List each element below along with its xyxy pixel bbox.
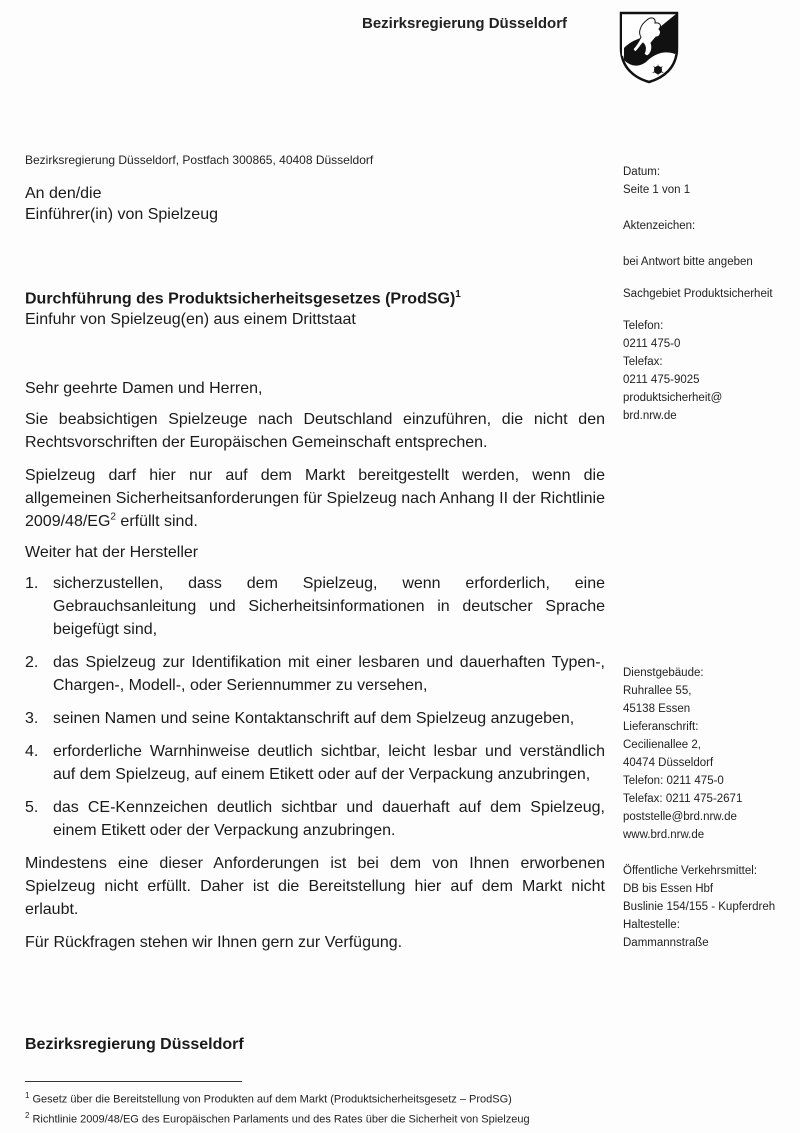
recipient-line-2: Einführer(in) von Spielzeug [25,206,218,223]
fax-number: 0211 475-9025 [623,374,700,386]
list-item [25,651,605,697]
page-info: Seite 1 von 1 [623,184,691,196]
footnote-1 [25,1088,530,1108]
footnote-number: 1 [25,1091,30,1100]
header-org-name: Bezirksregierung Düsseldorf [362,15,568,32]
datum-label: Datum: [623,166,661,178]
list-item-number: 2. [25,654,39,671]
paragraph-2 [25,464,605,533]
stop-name: Dammannstraße [623,937,709,949]
subject-title-text: Durchführung des Produktsicherheitsgesetzes (ProdSG) [25,290,456,308]
transport-bus: Buslinie 154/155 - Kupferdreh [623,901,776,913]
footnote-text: Richtlinie 2009/48/EG des Europäischen Parlaments und des Rates über die Sicherheit von Spielzeug [32,1113,530,1126]
building-city: 45138 Essen [623,703,691,715]
nrw-coat-of-arms-icon [618,10,680,84]
phone-label: Telefon: [623,320,664,332]
stop-label: Haltestelle: [623,919,680,931]
list-item-number: 1. [25,575,39,592]
email-line-1: produktsicherheit@ [623,392,723,404]
list-item-text: das CE-Kennzeichen deutlich sichtbar und dauerhaft auf dem Spielzeug, einem Etikett oder der Verpackung anzubringen. [53,799,605,839]
delivery-city: 40474 Düsseldorf [623,757,714,769]
list-intro: Weiter hat der Hersteller [25,544,199,561]
footnote-divider [25,1081,242,1082]
recipient-line-1: An den/die [25,185,102,202]
list-item-number: 4. [25,743,39,760]
list-item [25,572,605,641]
office-phone: Telefon: 0211 475-0 [623,775,724,787]
list-item-number: 5. [25,799,39,816]
building-street: Ruhrallee 55, [623,685,692,697]
list-item [25,796,605,842]
list-item-number: 3. [25,710,39,727]
aktenzeichen-label: Aktenzeichen: [623,220,696,232]
reply-note: bei Antwort bitte angeben [623,256,753,268]
fax-label: Telefax: [623,356,663,368]
phone-number: 0211 475-0 [623,338,681,350]
subject-subtitle: Einfuhr von Spielzeug(en) aus einem Drittstaat [25,311,356,329]
footnote-2 [25,1108,530,1128]
letter-body [25,377,605,954]
office-web: www.brd.nrw.de [623,829,705,841]
list-item-text: das Spielzeug zur Identifikation mit einer lesbaren und dauerhaften Typen-, Chargen-, Modell-, oder Seriennummer zu versehen, [53,654,605,694]
footnotes [25,1088,530,1127]
footnote-text: Gesetz über die Bereitstellung von Produkten auf dem Markt (Produktsicherheitsgesetz – ProdSG) [32,1093,512,1106]
transport-label: Öffentliche Verkehrsmittel: [623,865,758,877]
footnote-ref-2: 2 [110,511,116,523]
salutation: Sehr geehrte Damen und Herren, [25,380,263,397]
list-item [25,740,605,786]
office-email: poststelle@brd.nrw.de [623,811,737,823]
email-line-2: brd.nrw.de [623,410,677,422]
list-item-text: sicherzustellen, dass dem Spielzeug, wenn erforderlich, eine Gebrauchsanleitung und Sicherheitsinformationen in deutscher Sprache beigefügt sind, [53,575,605,638]
paragraph-3: Mindestens eine dieser Anforderungen ist bei dem von Ihnen erworbenen Spielzeug nicht erfüllt. Daher ist die Bereitstellung hier auf dem Markt nicht erlaubt. [25,855,605,918]
sender-address-line: Bezirksregierung Düsseldorf, Postfach 300865, 40408 Düsseldorf [25,153,374,167]
sidebar-reference-info [623,163,773,425]
delivery-label: Lieferanschrift: [623,721,699,733]
footnote-ref-1: 1 [455,289,461,300]
list-item [25,707,605,730]
subject-title [25,285,605,309]
recipient-block [25,183,218,225]
paragraph-2-text: Spielzeug darf hier nur auf dem Markt bereitgestellt werden, wenn die allgemeinen Sicherheitsanforderungen für Spielzeug nach Anhang II der Richtlinie 2009/48/EG [25,467,605,530]
department: Sachgebiet Produktsicherheit [623,288,773,300]
office-fax: Telefax: 0211 475-2671 [623,793,743,805]
requirements-list [25,572,605,842]
delivery-street: Cecilienallee 2, [623,739,701,751]
sidebar-address-info [623,664,775,952]
transport-train: DB bis Essen Hbf [623,883,714,895]
list-item-text: erforderliche Warnhinweise deutlich sichtbar, leicht lesbar und verständlich auf dem Spielzeug, auf einem Etikett oder auf der Verpackung anzubringen, [53,743,605,783]
paragraph-1: Sie beabsichtigen Spielzeuge nach Deutschland einzuführen, die nicht den Rechtsvorschriften der Europäischen Gemeinschaft entsprechen. [25,411,605,451]
paragraph-2-end: erfüllt sind. [115,513,198,530]
list-item-text: seinen Namen und seine Kontaktanschrift auf dem Spielzeug anzugeben, [53,710,575,727]
footnote-number: 2 [25,1110,30,1120]
closing-line: Für Rückfragen stehen wir Ihnen gern zur Verfügung. [25,934,403,951]
building-label: Dienstgebäude: [623,667,704,679]
subject-block [25,285,605,330]
signature: Bezirksregierung Düsseldorf [25,1036,244,1053]
